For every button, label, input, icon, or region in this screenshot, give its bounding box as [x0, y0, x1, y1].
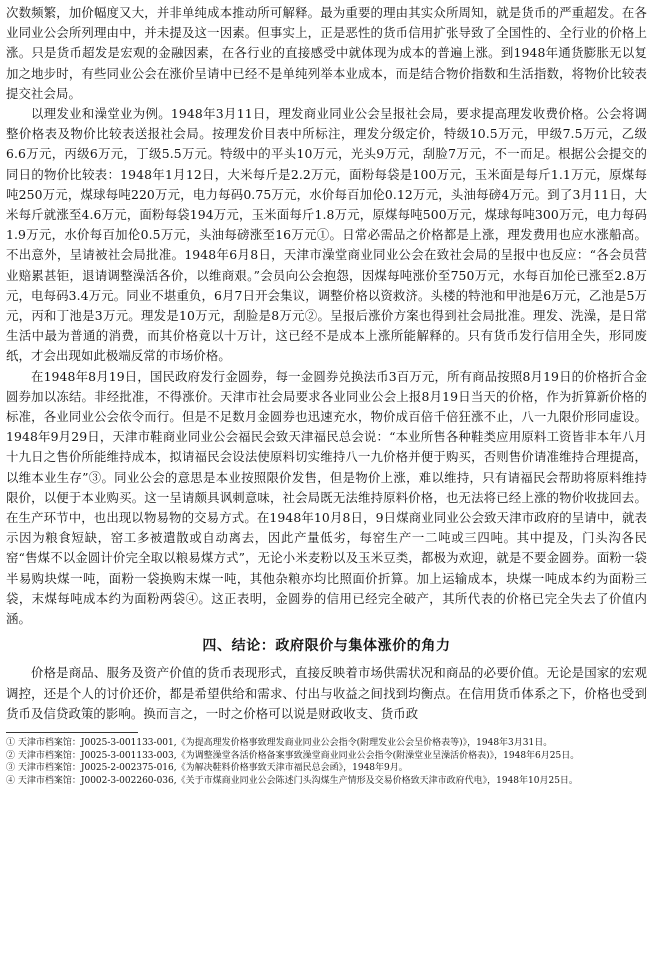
footnote-3: ③ 天津市档案馆：J0025-2-002375-016,《为解决鞋料价格事致天津市福民总会函》，1948年9月。 [6, 763, 408, 774]
footnote-divider [6, 732, 138, 733]
body-paragraph-1: 次数频繁，加价幅度又大，并非单纯成本推动所可解释。最为重要的理由其实众所周知，就是货币的严重超发。在各业同业公会所列理由中，并未提及这一因素。但事实上，正是恶性的货币信用扩张导致了全国性的、全行业的价格上涨。只是货币超发是宏观的金融因素，在各行业的直接感受中就体现为成本的普遍上涨。到1948年通货膨胀无以复加之地步时，有些同业公会在涨价呈请中已经不是单纯列举本业成本，而是结合物价指数和生活指数，将物价比较表提交社会局。 [6, 5, 647, 101]
footnote-1: ① 天津市档案馆：J0025-3-001133-001,《为提高理发价格事致理发商业同业公会指令(附理发业公会呈价格表等)》，1948年3月31日。 [6, 737, 553, 748]
conclusion-paragraph: 价格是商品、服务及资产价值的货币表现形式，直接反映着市场供需状况和商品的必要价值。无论是国家的宏观调控，还是个人的讨价还价，都是希望供给和需求、付出与收益之间找到均衡点。在信用货币体系之下，价格也受到货币及信贷政策的影响。换而言之，一时之价格可以说是财政收支、货币政 [6, 665, 647, 721]
footnote-2: ② 天津市档案馆：J0025-3-001133-003,《为调整澡堂各活价格备案事致澡堂商业同业公会指令(附澡堂业呈澡活价格表)》，1948年6月25日。 [6, 750, 580, 761]
body-paragraph-2: 以理发业和澡堂业为例。1948年3月11日，理发商业同业公会呈报社会局，要求提高理发收费价格。公会将调整价格表及物价比较表送报社会局。按理发价目表中所标注，理发分级定价，特级10.5万元，甲级7.5万元，乙级6.6万元，丙级6万元，丁级5.5万元。特级中的平头10万元，光头9万元，刮脸7万元，不一而足。根据公会提交的同日的物价比较表：1948年1月12日，大米每斤是2.2万元，面粉每袋是100万元，玉米面是每斤1.1万元，原煤每吨250万元，煤球每吨220万元，电力每码0.75万元，水价每百加伦0.12万元，头油每磅4万元。到了3月11日，大米每斤就涨至4.6万元，面粉每袋194万元，玉米面每斤1.8万元，原煤每吨500万元，煤球每吨300万元，电力每码1.9万元，水价每百加伦0.5万元，头油每磅涨至16万元①。日常必需品之价格都是上涨，理发费用也应水涨船高。不出意外，呈请被社会局批准。1948年6月8日，天津市澡堂商业同业公会在致社会局的呈报中也反应：“各会员营业赔累甚钜，退请调整澡活各价，以维商艰。”会员向公会抱怨，因煤每吨涨价至750万元，水每百加伦已涨至2.8万元，电每码3.4万元。同业不堪重负，6月7日开会集议，调整价格以资救济。头楼的特池和甲池是6万元，乙池是5万元，丙和丁池是3万元。理发是10万元，刮脸是8万元②。呈报后涨价方案也得到社会局批准。理发、洗澡，是日常生活中最为普通的消费，而其价格竟以十万计，这已经不是成本上涨所能解释的。只有货币发行信用全失，形同废纸，才会出现如此极端反常的市场价格。 [6, 106, 647, 364]
section-heading: 四、结论：政府限价与集体涨价的角力 [202, 638, 451, 655]
body-paragraph-3: 在1948年8月19日，国民政府发行金圆券，每一金圆券兑换法币3百万元，所有商品按照8月19日的价格折合金圆券加以冻结。非经批准，不得涨价。天津市社会局要求各业同业公会上报8月19日当天的价格，作为折算新价格的标准，各业同业公会依令而行。但是不足数月金圆券也迅速充水，物价成百倍千倍狂涨不止，八一九限价形同虚设。1948年9月29日，天津市鞋商业同业公会福民会致天津福民总会说：“本业所售各种鞋类应用原料工资皆非本年八月十九日之售价所能维持成本，拟请福民会设法使原料切实维持八一九价格并便于购买，否则售价请准维持合理提高，以维本业生存”③。同业公会的意思是本业按照限价发售，但是物价上涨，难以维持，只有请福民会帮助将原料维持限价，以便于本业购买。这一呈请颇具讽刺意味，社会局既无法维持原料价格，也无法将已经上涨的物价收拢回去。在生产环节中，也出现以物易物的交易方式。在1948年10月8日，9日煤商业同业公会致天津市政府的呈请中，就表示因为粮食短缺，窑工多被遣散或自动离去，因此产量低劣，每窑生产一二吨或三四吨。其中提及，门头沟各民窑“售煤不以金圆计价完全取以粮易煤方式”，无论小米麦粉以及玉米豆类，都极为欢迎，就是不要金圆券。面粉一袋半易购块煤一吨，面粉一袋换购末煤一吨，其他杂粮亦均比照面价折算。加上运输成本，块煤一吨成本约为面粉三袋，末煤每吨成本约为面粉两袋④。这正表明，金圆券的信用已经完全破产，其所代表的价格已完全失去了价值内涵。 [6, 368, 647, 627]
footnote-4: ④ 天津市档案馆：J0002-3-002260-036,《关于市煤商业同业公会陈述门头沟煤生产情形及交易价格致天津市政府代电》，1948年10月25日。 [6, 775, 578, 786]
footnotes [6, 737, 647, 787]
document-page [6, 3, 647, 787]
